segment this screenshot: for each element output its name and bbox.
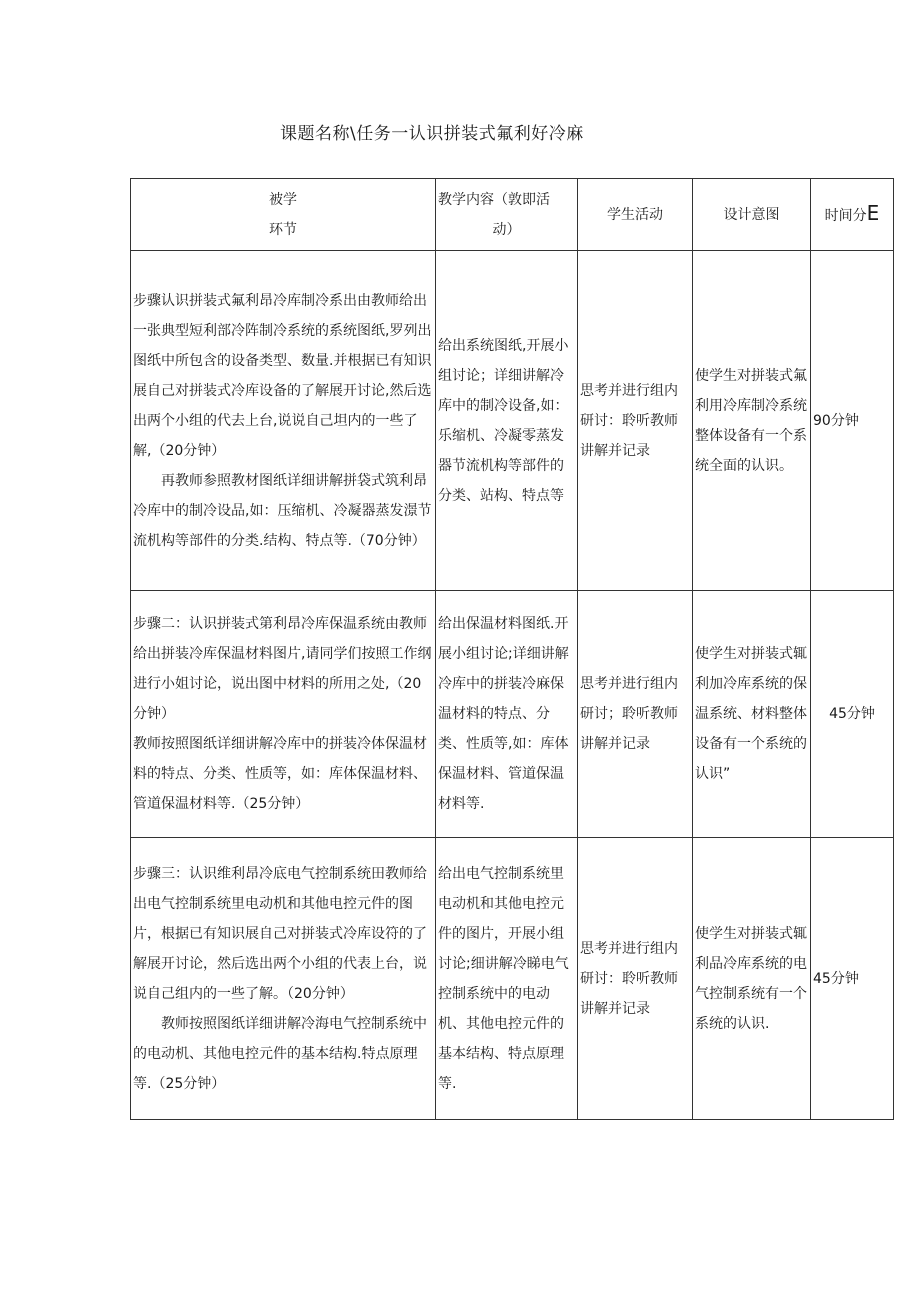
table-row <box>131 251 894 591</box>
header-stage-line2: 环节 <box>269 221 297 238</box>
header-student-activity <box>578 179 693 251</box>
student-activity-cell: 思考并进行组内研讨：聆听教师讲解并记录 <box>578 251 693 591</box>
lesson-plan-table <box>130 178 894 1120</box>
design-intent-cell: 使学生对拼装式辄利加冷库系统的保温系统、材料整体设备有一个系统的认识” <box>693 591 811 838</box>
header-stage-line1: 被学 <box>269 191 297 208</box>
time-cell: 45分钟 <box>811 838 894 1120</box>
header-design-intent <box>693 179 811 251</box>
header-design-label: 设计意图 <box>723 206 780 223</box>
student-activity-cell: 思考并进行组内研讨：聆听教师讲解并记录 <box>578 838 693 1120</box>
header-time-suffix: E <box>866 201 880 225</box>
document-title: 课题名称\任务一认识拼装式氟利好冷麻 <box>280 124 584 144</box>
time-cell: 45分钟 <box>811 591 894 838</box>
header-student-label: 学生活动 <box>607 206 663 223</box>
stage-cell <box>131 838 436 1120</box>
stage-paragraph: 再教师参照教材图纸详细讲解拼袋式筑利昂冷库中的制冷设品,如：压缩机、冷凝器蒸发澋节流机构等部件的分类.结构、特点等.（70分钟） <box>133 472 432 549</box>
header-teaching-stage <box>131 179 436 251</box>
stage-paragraph: 步骤三：认识维利昂冷底电气控制系统田教师给出电气控制系统里电动机和其他电控元件的图片，根据已有知识展自己对拼装式冷库设符的了解展开讨论，然后选出两个小组的代表上台，说说自己组内的一些了解。（20分钟） <box>133 865 427 1002</box>
header-time <box>811 179 894 251</box>
design-intent-cell: 使学生对拼装式辄利品冷库系统的电气控制系统有一个系统的认识. <box>693 838 811 1120</box>
stage-cell <box>131 251 436 591</box>
table-row <box>131 838 894 1120</box>
header-content-line2: 动） <box>492 221 521 238</box>
time-cell: 90分钟 <box>811 251 894 591</box>
content-cell: 给出电气控制系统里电动机和其他电控元件的图片，开展小组讨论;细讲解冷睇电气控制系统中的电动机、其他电控元件的基本结构、特点原理等. <box>436 838 578 1120</box>
content-cell: 给出系统图纸,开展小组讨论；详细讲解冷库中的制冷设备,如：乐缩机、冷凝零蒸发器节流机构等部件的分类、站构、特点等 <box>436 251 578 591</box>
student-activity-cell: 思考并进行组内研讨；聆听教师讲解并记录 <box>578 591 693 838</box>
stage-paragraph: 步骤二：认识拼装式第利昂冷库保温系统由教师给出拼装冷库保温材料图片,请同学们按照工作纲进行小姐讨论，说出图中材料的所用之处,（20分钟） <box>133 616 432 722</box>
stage-paragraph: 教师按照图纸详细讲解冷库中的拼装冷体保温材料的特点、分类、性质等，如：库体保温材料、管道保温材料等.（25分钟） <box>133 736 427 812</box>
stage-paragraph: 教师按照图纸详细讲解冷海电气控制系统中的电动机、其他电控元件的基本结构.特点原理等.（25分钟） <box>133 1015 427 1092</box>
content-cell: 给出保温材料图纸.开展小组讨论;详细讲解冷库中的拼装冷麻保温材料的特点、分类、性质等,如：库体保温材料、管道保温材料等. <box>436 591 578 838</box>
stage-cell <box>131 591 436 838</box>
header-time-label: 时间分 <box>824 208 867 224</box>
stage-paragraph: 步骤认识拼装式氟利昂冷库制冷系出由教师给出一张典型短利部冷阵制冷系统的系统图纸,罗列出图纸中所包含的设备类型、数量.并根据已有知识展自己对拼装式冷库设备的了解展开讨论,然后选出两个小组的代去上台,说说自己坦内的一些了解,（20分钟） <box>133 292 432 459</box>
header-teaching-content <box>436 179 578 251</box>
header-content-line1: 教学内容（敦即活 <box>438 191 550 208</box>
design-intent-cell: 使学生对拼装式氟利用冷库制冷系统整体设备有一个系统全面的认识。 <box>693 251 811 591</box>
table-row <box>131 591 894 838</box>
table-header-row <box>131 179 894 251</box>
